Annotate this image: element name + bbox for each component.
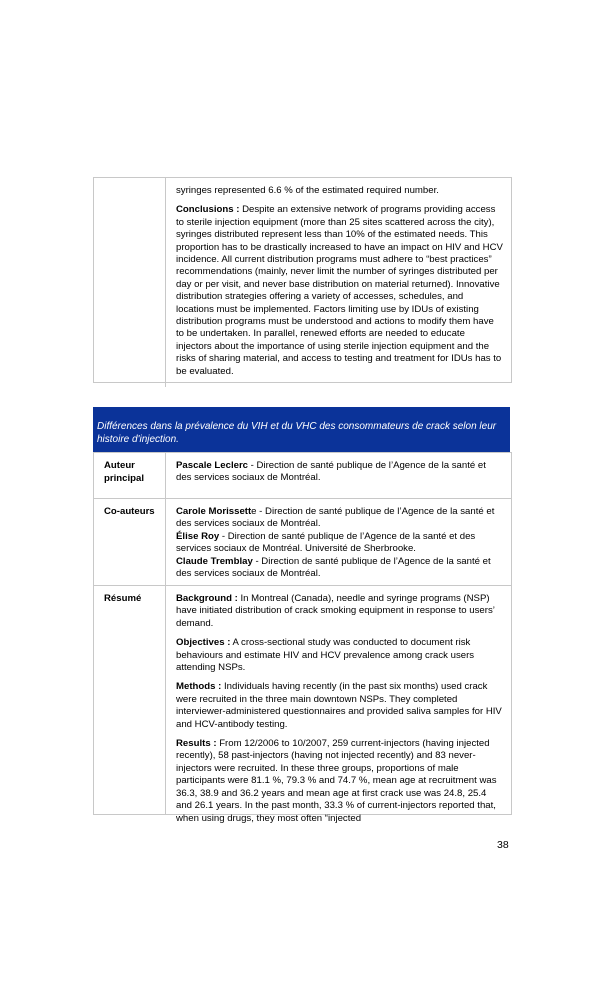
conclusions-cell — [166, 178, 511, 387]
conclusions-paragraph — [176, 204, 503, 378]
objectives-text: A cross-sectional study was conducted to document risk behaviours and estimate HIV and HCV prevalence among crack users attending NSPs. — [176, 637, 475, 674]
author-affiliation: - Direction de santé publique de l’Agence de la santé et des services sociaux de Montréal. — [176, 460, 486, 484]
coauthors-row — [94, 499, 511, 586]
coauthor-affiliation: - Direction de santé publique de l’Agence de la santé et des services sociaux de Montréal. — [176, 506, 495, 530]
objectives-label: Objectives : — [176, 637, 231, 649]
author-cell — [166, 453, 511, 498]
resume-label: Résumé — [94, 586, 166, 814]
author-row — [94, 453, 511, 499]
coauthor-affiliation: - Direction de santé publique de l’Agence de la santé et des services sociaux de Montréal. Université de Sherbrooke. — [176, 530, 476, 555]
coauthor-name-suffix: e — [251, 506, 257, 517]
coauthor-name: Élise Roy — [176, 530, 220, 542]
results-label: Results : — [176, 738, 217, 750]
results-text: From 12/2006 to 10/2007, 259 current-injectors (having injected recently), 58 past-injectors (having not injected recently) and 83 never-injectors were recruited. In these three groups, proportions of male participants were 81.1 %, 79.3 % and 74.7 %, mean age at recruitment was 36.3, 38.9 and 36.2 years and mean age at first crack use was 24.8, 25.4 and 26.1 years. In the past month, 33.3 % of current-injectors reported that, when using drugs, they most often “injected — [176, 738, 497, 824]
author-name: Pascale Leclerc — [176, 460, 249, 471]
coauthors-label: Co-auteurs — [94, 499, 166, 585]
coauthor-affiliation: - Direction de santé publique de l’Agence de la santé et des services sociaux de Montréal. — [176, 555, 491, 580]
empty-label-cell — [94, 178, 166, 387]
conclusions-row — [94, 178, 511, 387]
resume-row — [94, 586, 511, 824]
page-number: 38 — [497, 839, 509, 851]
abstract-title: Différences dans la prévalence du VIH et du VHC des consommateurs de crack selon leur histoire d'injection. — [97, 421, 497, 445]
coauthor-item — [176, 556, 503, 581]
conclusions-label: Conclusions : — [176, 204, 240, 216]
background-label: Background : — [176, 593, 238, 604]
methods-text: Individuals having recently (in the past six months) used crack were recruited in the three main downtown NSPs. They completed interviewer-administered questionnaires and provided saliva samples for HIV and HCV-antibody testing. — [176, 681, 502, 730]
resume-cell — [166, 586, 511, 824]
conclusions-text: Despite an extensive network of programs providing access to sterile injection equipment (more than 25 sites scattered across the city), syringes distributed represent less than 10% of the estimated needs. This proportion has to be drastically increased to have an impact on HIV and HCV incidence. All current distribution programs must adhere to “best practices” recommendations (mainly, never limit the number of syringes distributed per day or per visit, and never base distribution on material returned). Innovative distribution strategies offering a variety of accesses, schedules, and locations must be implemented. Factors limiting use by IDUs of existing distribution programs must be understood and actions to modify them have to be undertaken. In parallel, renewed efforts are needed to educate injectors about the importance of using sterile injection equipment and the risks of sharing material, and access to testing and treatment for IDUs has to be evaluated. — [176, 204, 503, 377]
background-paragraph — [176, 593, 503, 630]
coauthor-item — [176, 506, 503, 531]
author-label: Auteur principal — [94, 453, 166, 498]
abstract-title-banner — [93, 407, 510, 452]
coauthors-cell — [166, 499, 511, 585]
coauthor-name: Claude Tremblay — [176, 555, 253, 567]
objectives-paragraph — [176, 637, 503, 674]
background-text: In Montreal (Canada), needle and syringe programs (NSP) have initiated distribution of crack smoking equipment in response to users’ demand. — [176, 593, 495, 629]
coauthor-name: Carole Morissett — [176, 506, 252, 517]
results-paragraph — [176, 738, 503, 825]
methods-label: Methods : — [176, 681, 222, 693]
coauthor-item — [176, 531, 503, 556]
conclusions-table — [93, 177, 512, 383]
methods-paragraph — [176, 681, 503, 731]
continued-text: syringes represented 6.6 % of the estimated required number. — [176, 185, 439, 196]
abstract-table — [93, 452, 512, 824]
